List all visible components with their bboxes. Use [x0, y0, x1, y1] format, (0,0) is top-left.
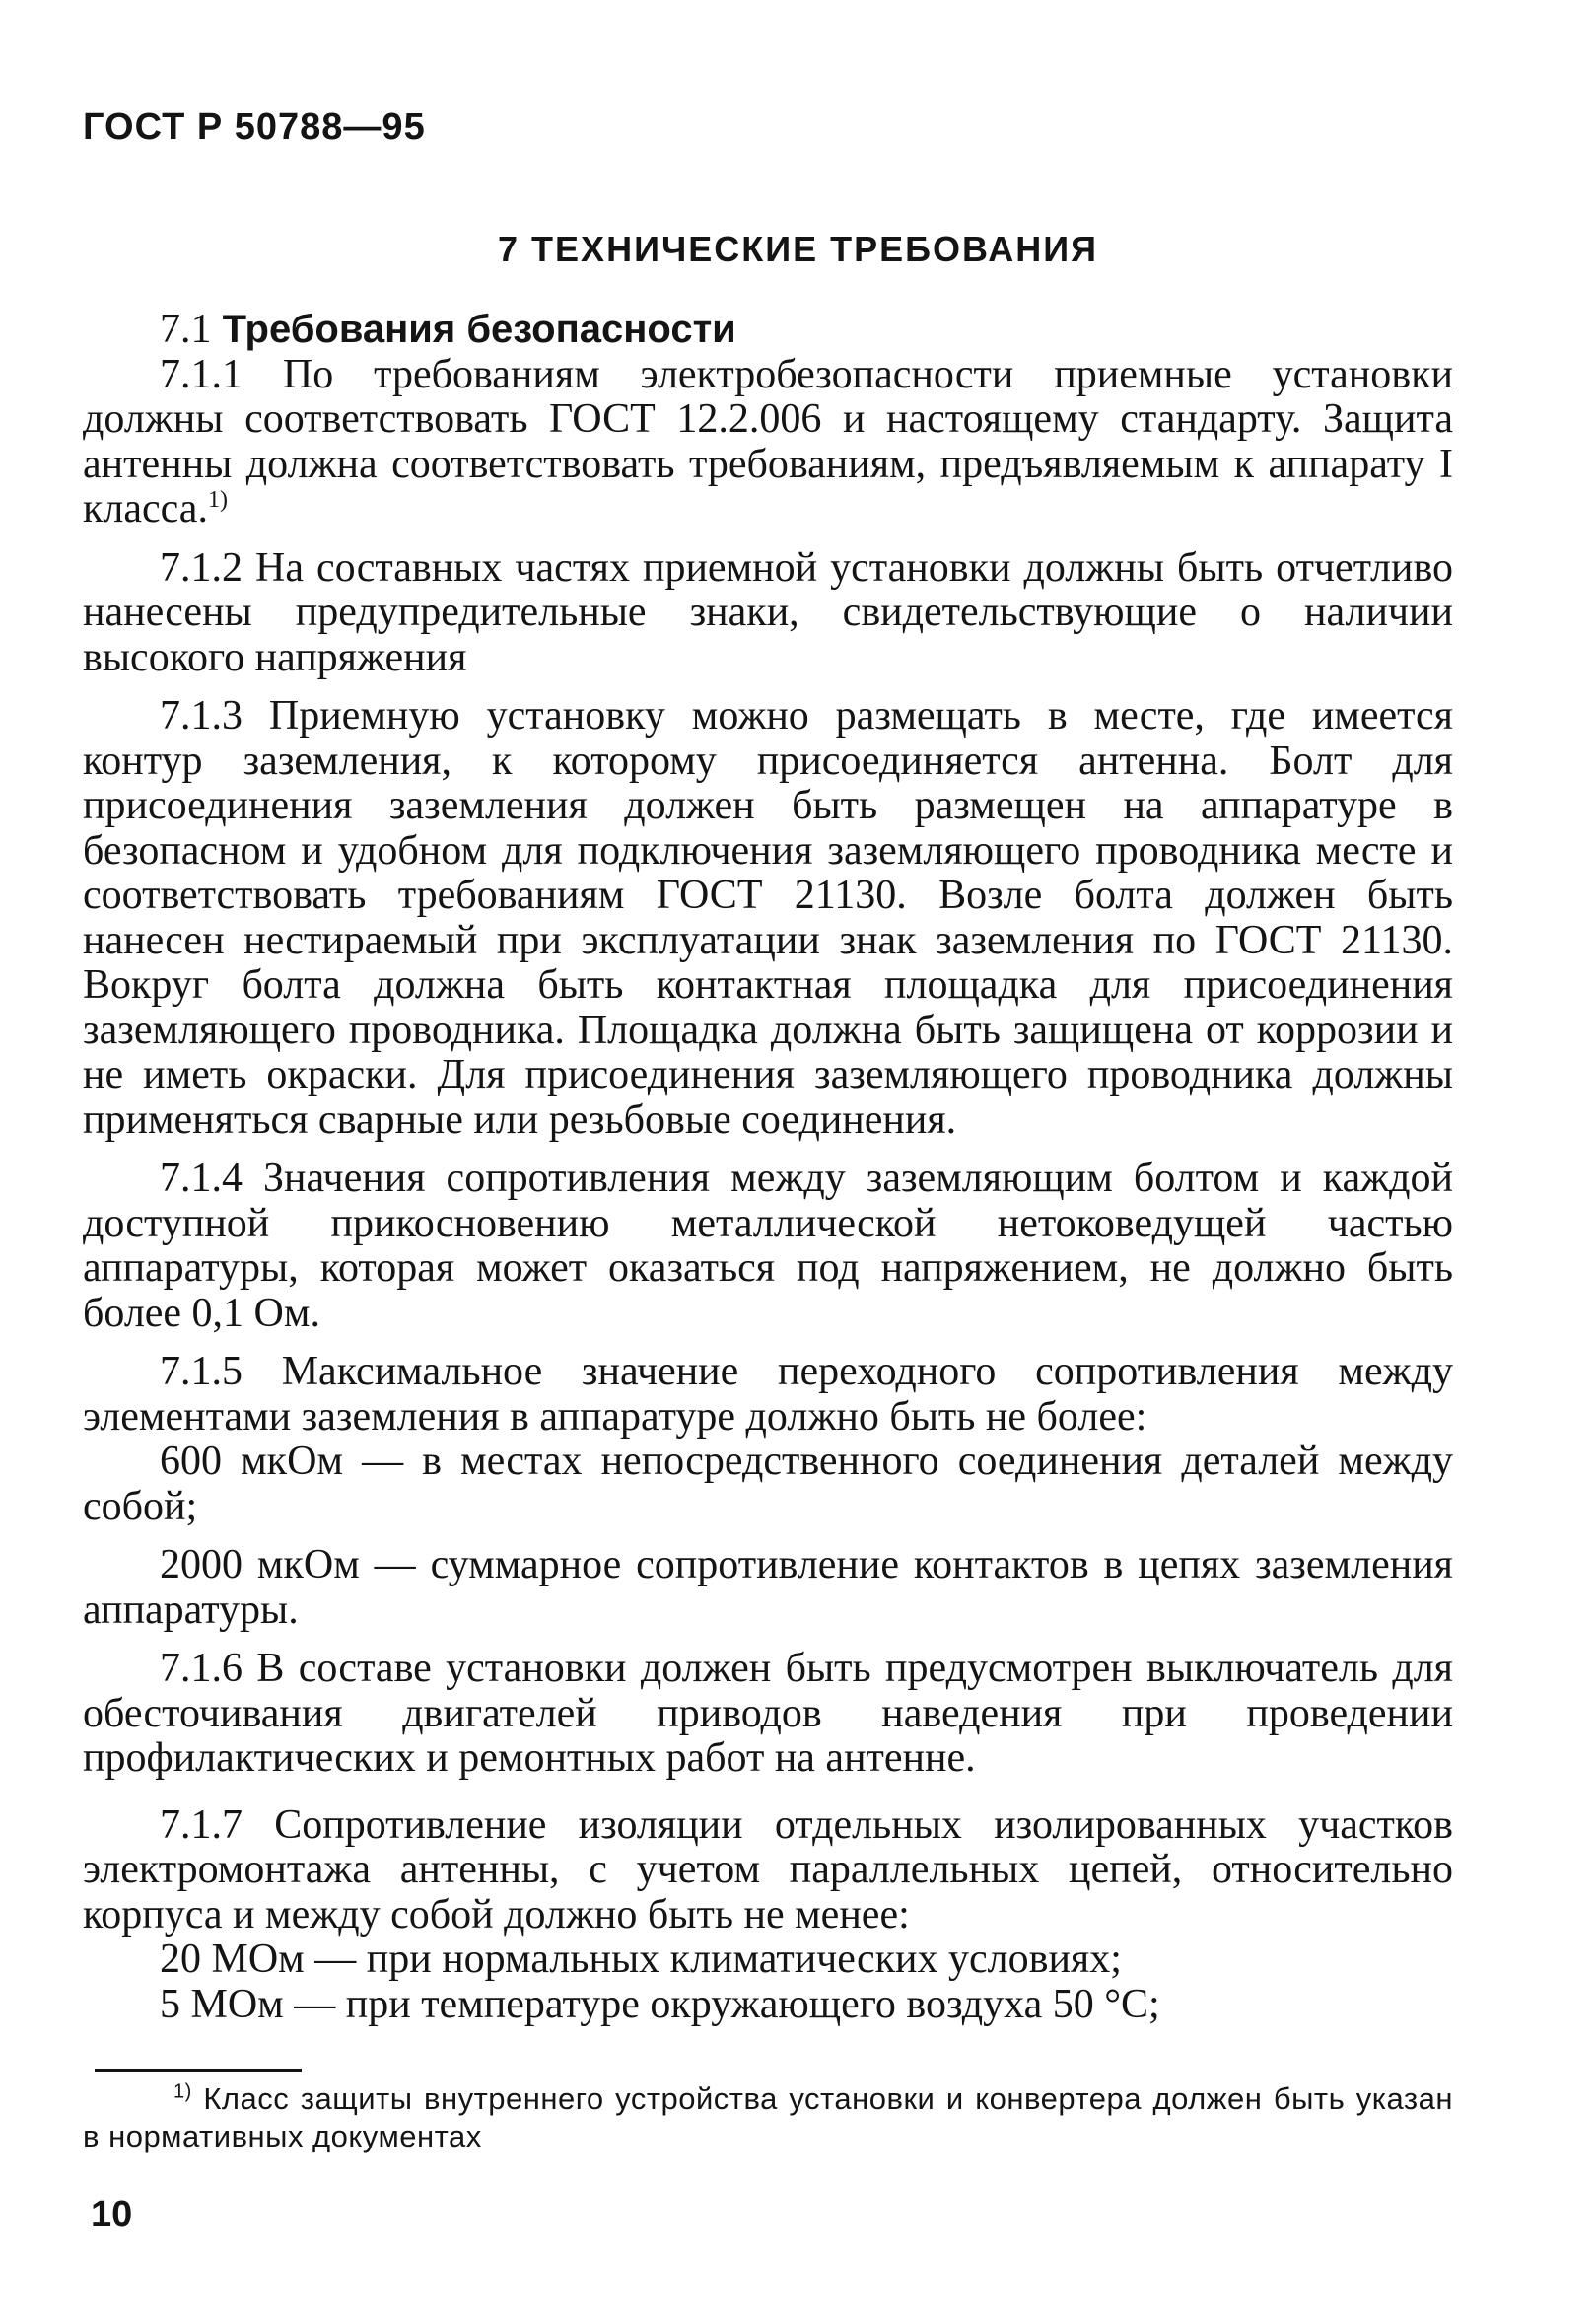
paragraph-7-1-3: 7.1.3 Приемную установку можно размещать в месте, где имеется контур заземления, к которому присоединяется антенна. Болт для присоединения заземления должен быть размещен на аппаратуре в безопасном и удобном для подключения заземляющего проводника месте и соответствовать требованиям ГОСТ 21130. Возле болта должен быть нанесен нестираемый при эксплуатации знак заземления по ГОСТ 21130. Вокруг болта должна быть контактная площадка для присоединения заземляющего проводника. Площадка должна быть защищена от коррозии и не иметь окраски. Для присоединения заземляющего проводника должны применяться сварные или резьбовые соединения.: [83, 693, 1453, 1143]
subsection-title: Требования безопасности: [222, 308, 736, 351]
paragraph-7-1-1: [83, 353, 1453, 532]
document-code-header: ГОСТ Р 50788—95: [83, 106, 426, 148]
paragraph-7-1-1-text: 7.1.1 По требованиям электробезопасности приемные установки должны соответствовать ГОСТ 12.2.006 и настоящему стандарту. Защита антенны должна соответствовать требованиям, предъявляемым к аппарату I класса.: [83, 351, 1453, 531]
footnote-text: Класс защиты внутреннего устройства установки и конвертера должен быть указан в нормативных документах: [83, 2081, 1453, 2153]
paragraph-7-1-5-item-b: 2000 мкОм — суммарное сопротивление контактов в цепях заземления аппаратуры.: [83, 1542, 1453, 1633]
paragraph-7-1-4: 7.1.4 Значения сопротивления между заземляющим болтом и каждой доступной прикосновению металлической нетоковедущей частью аппаратуры, которая может оказаться под напряжением, не должно быть более 0,1 Ом.: [83, 1156, 1453, 1336]
paragraph-7-1-2: 7.1.2 На составных частях приемной установки должны быть отчетливо нанесены предупредительные знаки, свидетельствующие о наличии высокого напряжения: [83, 544, 1453, 680]
paragraph-7-1-7-item-a: 20 МОм — при нормальных климатических условиях;: [160, 1937, 1122, 1982]
page-number: 10: [91, 2194, 133, 2235]
footnote-divider: [95, 2069, 302, 2072]
paragraph-7-1-6: 7.1.6 В составе установки должен быть предусмотрен выключатель для обесточивания двигателей приводов наведения при проведении профилактических и ремонтных работ на антенне.: [83, 1646, 1453, 1781]
footnote-reference: 1): [207, 487, 228, 513]
body-text: [83, 308, 1453, 2027]
section-title: 7 ТЕХНИЧЕСКИЕ ТРЕБОВАНИЯ: [498, 229, 1098, 269]
paragraph-7-1-7: 7.1.7 Сопротивление изоляции отдельных изолированных участков электромонтажа антенны, с учетом параллельных цепей, относительно корпуса и между собой должно быть не менее:: [83, 1801, 1453, 1937]
footnote: [83, 2080, 1453, 2155]
subsection-heading: [83, 308, 1453, 353]
footnote-mark: 1): [173, 2080, 192, 2103]
paragraph-7-1-7-item-b: 5 МОм — при температуре окружающего воздуха 50 °С;: [160, 1981, 1160, 2027]
footnote-paragraph: [83, 2080, 1453, 2155]
paragraph-7-1-5-item-a: 600 мкОм — в местах непосредственного соединения деталей между собой;: [83, 1439, 1453, 1529]
subsection-number: 7.1: [160, 307, 212, 352]
paragraph-7-1-5: 7.1.5 Максимальное значение переходного сопротивления между элементами заземления в аппаратуре должно быть не более:: [83, 1349, 1453, 1440]
